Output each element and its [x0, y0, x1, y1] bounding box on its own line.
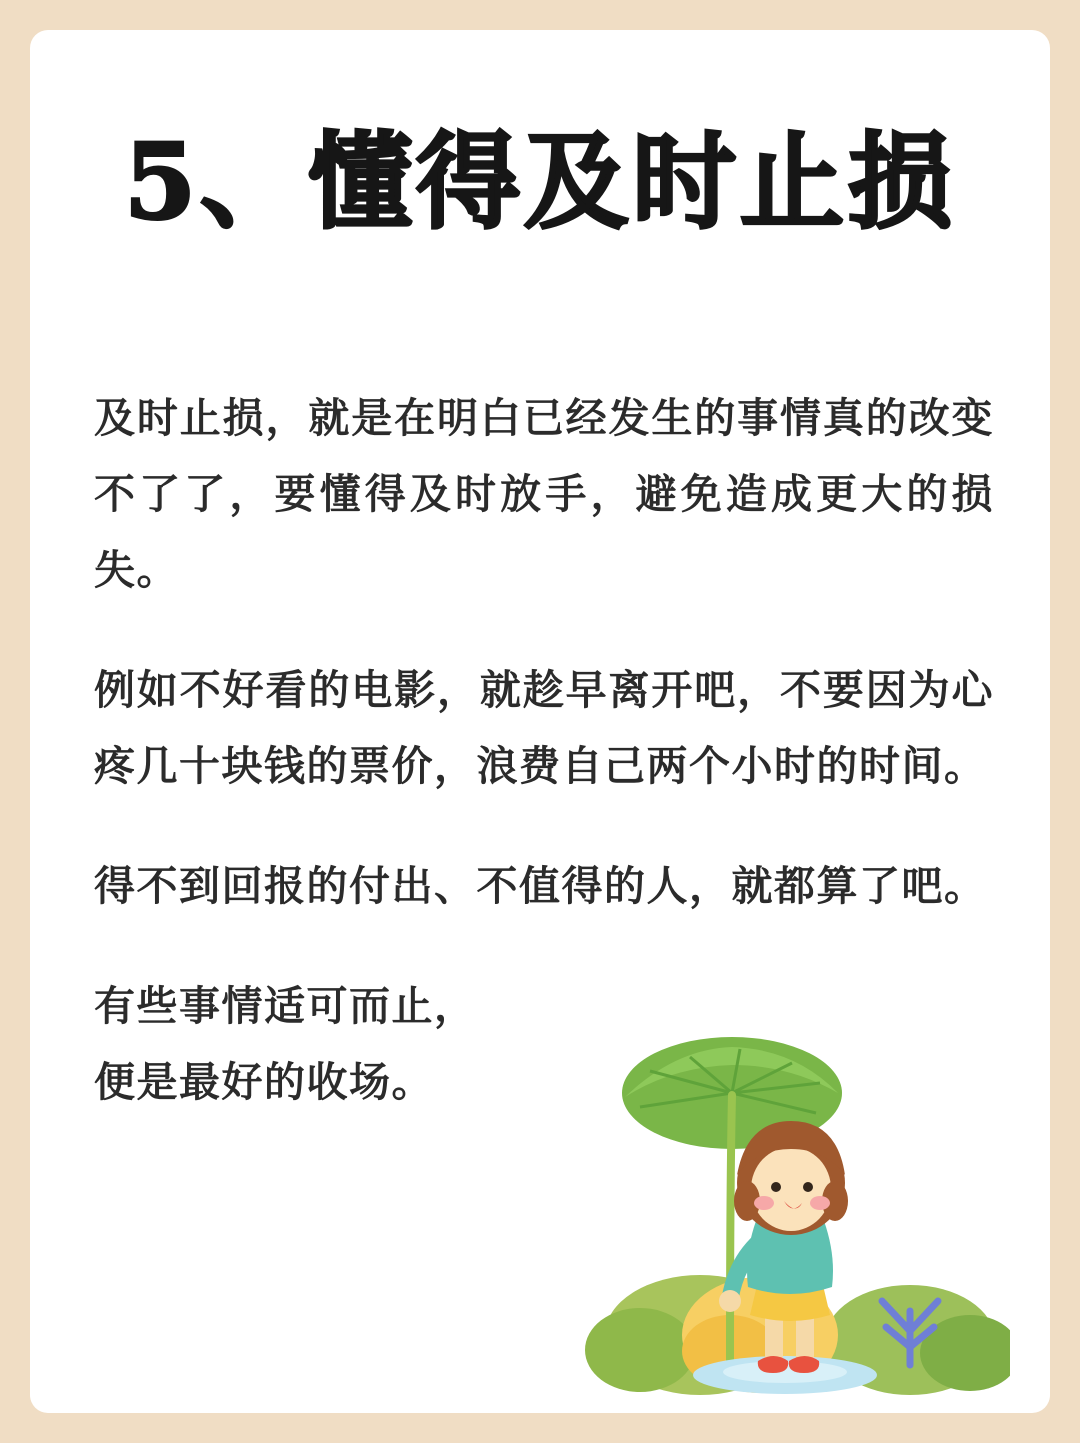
paragraph-2: 例如不好看的电影，就趁早离开吧，不要因为心疼几十块钱的票价，浪费自己两个小时的时间。 [94, 666, 994, 790]
content-card [30, 30, 1050, 1413]
paragraph-1: 及时止损，就是在明白已经发生的事情真的改变不了了，要懂得及时放手，避免造成更大的损失。 [94, 394, 994, 594]
paragraph-3: 得不到回报的付出、不值得的人，就都算了吧。 [94, 862, 987, 910]
girl-with-lotus-leaf-illustration [580, 1035, 1010, 1395]
paragraph-4: 有些事情适可而止， 便是最好的收场。 [94, 982, 477, 1106]
article-body [94, 380, 994, 1120]
page-title: 5、懂得及时止损 [123, 120, 957, 243]
